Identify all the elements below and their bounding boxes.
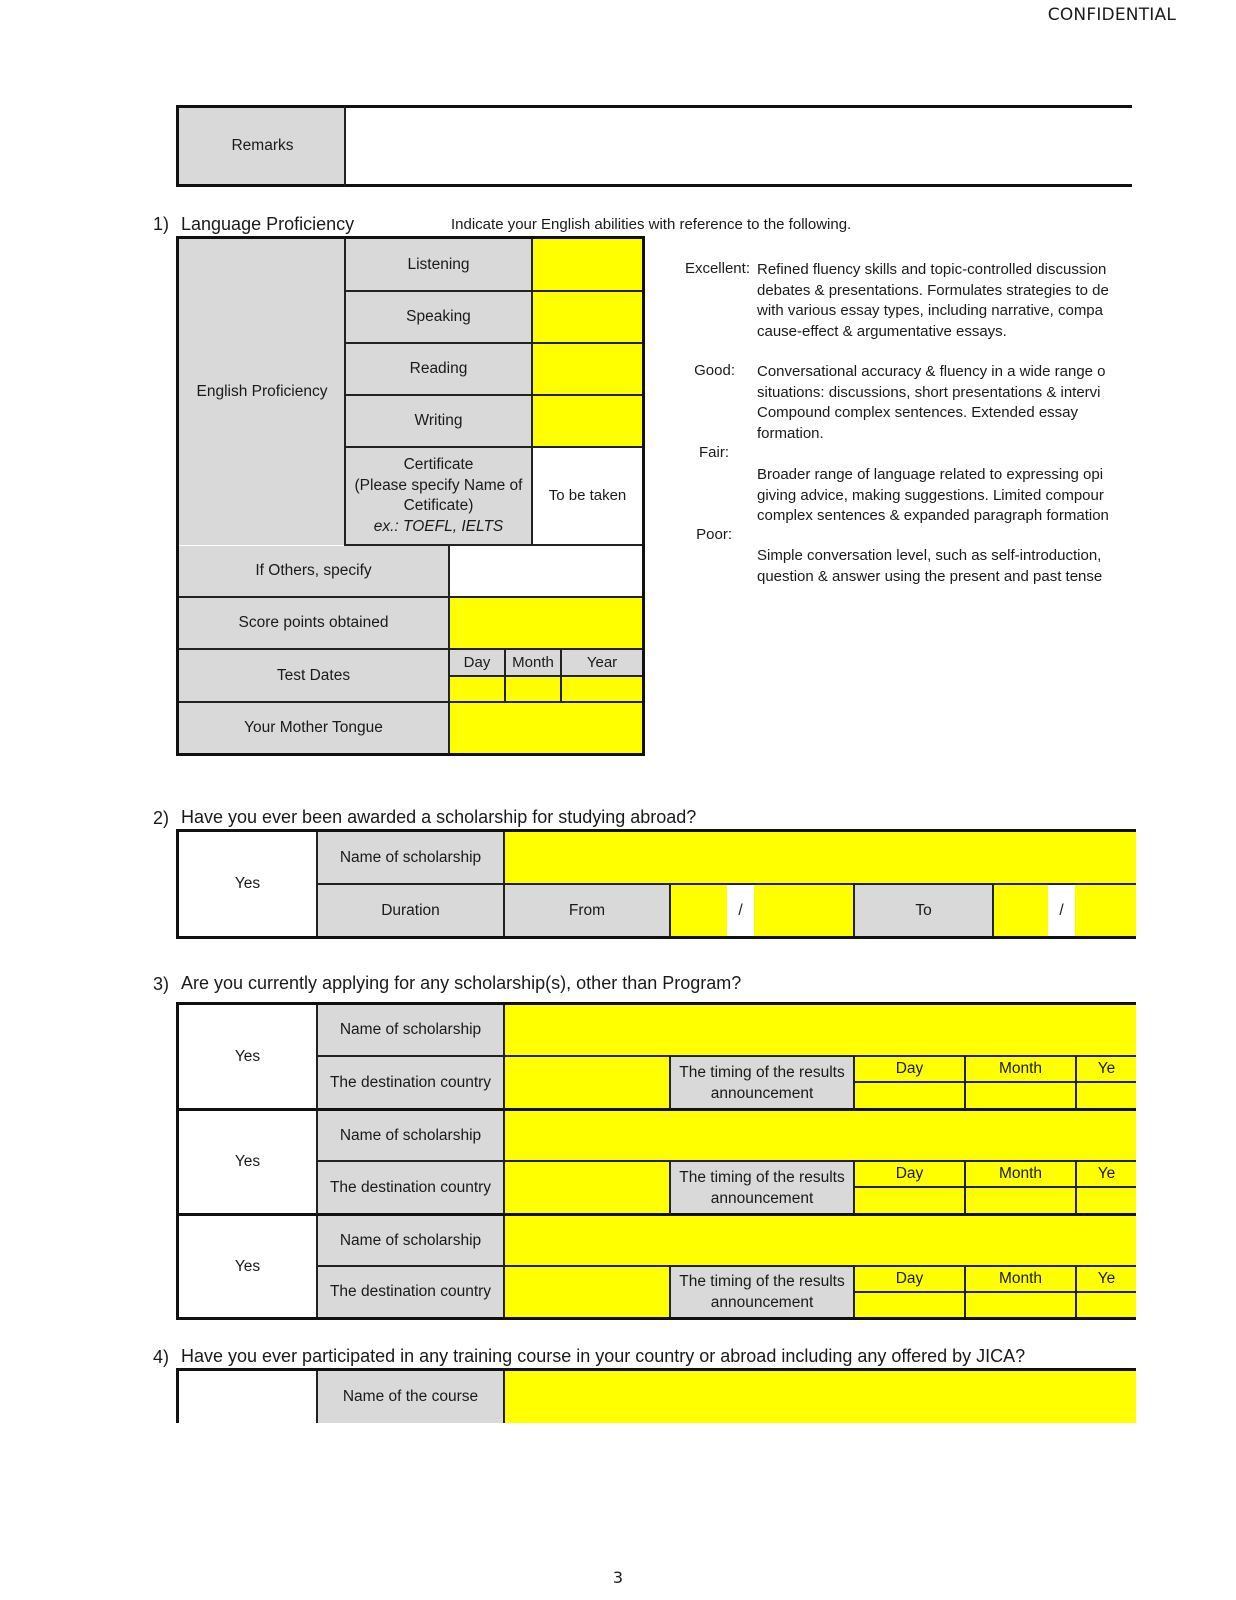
section2-to-label: To [855, 885, 994, 936]
level-good-description [757, 362, 1106, 444]
section3-entry1-country-label: The destination country [318, 1057, 505, 1111]
section3-entry2-country-input[interactable] [505, 1162, 671, 1216]
section3-entry2-month-input[interactable] [966, 1188, 1077, 1216]
others-label: If Others, specify [179, 546, 450, 598]
certificate-line3: Cetificate) [403, 497, 474, 514]
skill-writing-label: Writing [344, 396, 533, 448]
section3-entry1-answer-yes[interactable]: Yes [179, 1005, 318, 1111]
section3-entry1-month-input[interactable] [966, 1083, 1077, 1111]
section3-entry3-month-header: Month [966, 1267, 1077, 1293]
section2-from-separator: / [727, 885, 754, 936]
mother-tongue-label: Your Mother Tongue [179, 703, 450, 753]
level-fair-line: Broader range of language related to expressing opi [757, 466, 1104, 483]
section1-title: Language Proficiency [181, 214, 355, 234]
skill-speaking-input[interactable] [533, 292, 642, 344]
section3-entry2-month-header: Month [966, 1162, 1077, 1188]
timing-label-line2: announcement [710, 1294, 814, 1311]
level-excellent-description [757, 260, 1109, 342]
confidential-label: CONFIDENTIAL [1047, 5, 1176, 25]
section3-entry2-name-label: Name of scholarship [318, 1111, 505, 1162]
section3-entry2-answer-yes[interactable]: Yes [179, 1111, 318, 1216]
section1-instruction: Indicate your English abilities with reference to the following. [451, 216, 852, 233]
section3-entry1-month-header: Month [966, 1057, 1077, 1083]
score-input[interactable] [450, 598, 642, 650]
section2-to-year-input[interactable] [1075, 885, 1136, 936]
section3-entry1-year-input[interactable] [1077, 1083, 1136, 1111]
certificate-input[interactable]: To be taken [533, 448, 642, 546]
section3-entry1-day-input[interactable] [855, 1083, 966, 1111]
section3-entry3-name-input[interactable] [505, 1216, 1136, 1267]
certificate-line1: Certificate [403, 456, 474, 473]
section3-entry1-name-input[interactable] [505, 1005, 1136, 1057]
section3-entry2-name-input[interactable] [505, 1111, 1136, 1162]
test-date-month-header: Month [506, 650, 562, 677]
test-date-day-header: Day [450, 650, 506, 677]
section3-entry2-year-header: Ye [1077, 1162, 1136, 1188]
level-poor-description [757, 546, 1102, 587]
score-label: Score points obtained [179, 598, 450, 650]
certificate-example: ex.: TOEFL, IELTS [373, 517, 504, 535]
skill-reading-label: Reading [344, 344, 533, 396]
section4-number: 4) [153, 1347, 170, 1367]
timing-label-line2: announcement [710, 1084, 814, 1102]
section1-number: 1) [153, 214, 170, 234]
section3-entry3-year-input[interactable] [1077, 1293, 1136, 1317]
section3-entry3-name-label: Name of scholarship [318, 1216, 505, 1267]
level-excellent-line: with various essay types, including narrative, compa [757, 302, 1103, 319]
level-good-line: Compound complex sentences. Extended essay [757, 404, 1079, 421]
section2-from-year-input[interactable] [754, 885, 855, 936]
section2-question: Have you ever been awarded a scholarship for studying abroad? [181, 807, 697, 827]
test-date-year-header: Year [562, 650, 642, 677]
level-poor-line: question & answer using the present and past tense [757, 567, 1103, 585]
section3-entry3-day-input[interactable] [855, 1293, 966, 1317]
section3-entry3-answer-yes[interactable]: Yes [179, 1216, 318, 1317]
section3-entry3-day-header: Day [855, 1267, 966, 1293]
level-good-line: formation. [757, 424, 824, 442]
skill-speaking-label: Speaking [344, 292, 533, 344]
mother-tongue-input[interactable] [450, 703, 642, 753]
section3-entry3-timing-label [671, 1267, 855, 1317]
english-proficiency-label: English Proficiency [179, 239, 345, 545]
remarks-label: Remarks [176, 105, 346, 187]
test-date-year-input[interactable] [562, 677, 642, 703]
test-date-month-input[interactable] [506, 677, 562, 703]
level-good-line: Conversational accuracy & fluency in a wide range o [757, 363, 1106, 380]
section3-question: Are you currently applying for any scholarship(s), other than Program? [181, 973, 742, 993]
level-poor-line: Simple conversation level, such as self-introduction, [757, 547, 1102, 564]
section3-entry2-day-header: Day [855, 1162, 966, 1188]
section3-entry2-day-input[interactable] [855, 1188, 966, 1216]
level-fair-line: complex sentences & expanded paragraph formation [757, 507, 1109, 524]
section3-entry1-timing-label [671, 1057, 855, 1111]
level-excellent-line: cause-effect & argumentative essays. [757, 322, 1007, 340]
section3-entry1-day-header: Day [855, 1057, 966, 1083]
section3-entry3-country-input[interactable] [505, 1267, 671, 1317]
section2-answer-yes[interactable]: Yes [179, 832, 318, 936]
section3-entry3-year-header: Ye [1077, 1267, 1136, 1293]
timing-label-line1: The timing of the results [679, 1168, 845, 1186]
level-excellent-line: Refined fluency skills and topic-controlled discussion [757, 261, 1107, 278]
section2-from-label: From [505, 885, 671, 936]
section3-entry2-timing-label [671, 1162, 855, 1216]
test-dates-label: Test Dates [179, 650, 450, 703]
section2-number: 2) [153, 808, 170, 828]
page-number: 3 [612, 1568, 624, 1587]
section4-course-label: Name of the course [318, 1371, 505, 1423]
section3-entry2-year-input[interactable] [1077, 1188, 1136, 1216]
remarks-input[interactable] [344, 105, 1132, 187]
level-excellent-label: Excellent: [684, 260, 750, 277]
timing-label-line1: The timing of the results [679, 1063, 845, 1081]
certificate-line2: (Please specify Name of [354, 476, 523, 494]
test-date-day-input[interactable] [450, 677, 506, 703]
section3-entry1-country-input[interactable] [505, 1057, 671, 1111]
section4-course-input[interactable] [505, 1371, 1136, 1423]
section3-entry1-name-label: Name of scholarship [318, 1005, 505, 1057]
skill-listening-label: Listening [344, 239, 533, 292]
level-good-label: Good: [694, 362, 735, 379]
section3-entry3-month-input[interactable] [966, 1293, 1077, 1317]
section3-entry3-country-label: The destination country [318, 1267, 505, 1317]
section2-from-month-input[interactable] [671, 885, 727, 936]
skill-reading-input[interactable] [533, 344, 642, 396]
section2-name-label: Name of scholarship [318, 832, 505, 885]
level-good-line: situations: discussions, short presentations & intervi [757, 383, 1101, 401]
level-fair-label: Fair: [699, 444, 729, 461]
section4-question: Have you ever participated in any training course in your country or abroad including any offered by JICA? [181, 1346, 1026, 1366]
proficiency-level-guide [660, 258, 1136, 598]
section4-answer-cell[interactable] [179, 1371, 318, 1423]
section3-number: 3) [153, 974, 170, 994]
level-poor-label: Poor: [696, 526, 732, 543]
section2-duration-label: Duration [318, 885, 505, 936]
section2-to-separator: / [1048, 885, 1075, 936]
section3-entry1-year-header: Ye [1077, 1057, 1136, 1083]
others-input[interactable] [450, 546, 642, 598]
section3-entry2-country-label: The destination country [318, 1162, 505, 1216]
skill-writing-input[interactable] [533, 396, 642, 448]
level-fair-description [757, 465, 1109, 527]
certificate-label [344, 448, 533, 546]
timing-label-line1: The timing of the results [679, 1273, 845, 1290]
timing-label-line2: announcement [710, 1189, 814, 1207]
section2-to-month-input[interactable] [994, 885, 1048, 936]
level-fair-line: giving advice, making suggestions. Limited compour [757, 486, 1104, 504]
skill-listening-input[interactable] [533, 239, 642, 292]
section2-name-input[interactable] [505, 832, 1136, 885]
level-excellent-line: debates & presentations. Formulates strategies to de [757, 281, 1109, 299]
